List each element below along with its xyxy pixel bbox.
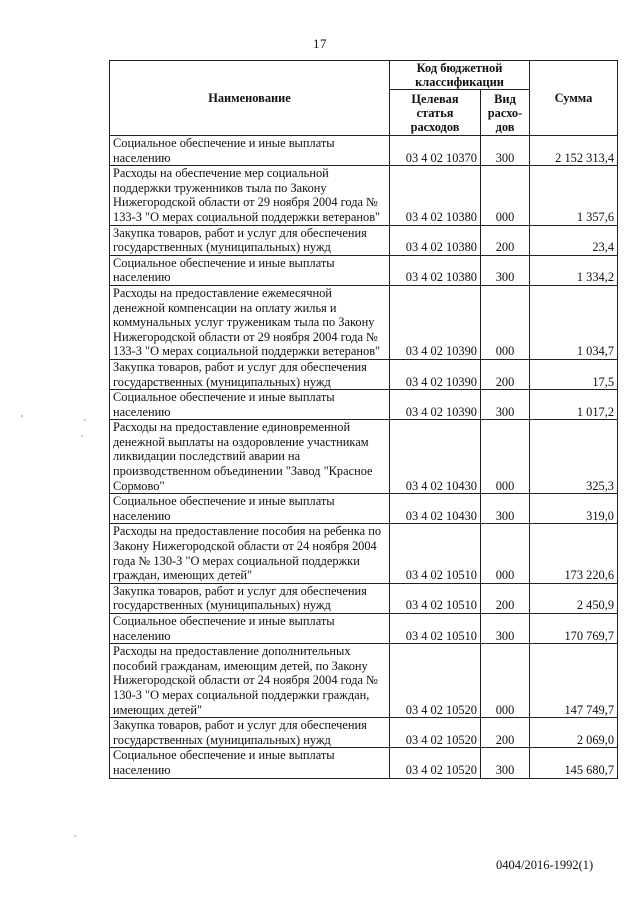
row-type: 200: [481, 583, 530, 613]
row-type: 300: [481, 390, 530, 420]
row-code: 03 4 02 10510: [390, 524, 481, 583]
row-amount: 1 017,2: [530, 390, 618, 420]
row-name: Социальное обеспечение и иные выплаты населению: [110, 390, 390, 420]
row-type: 300: [481, 494, 530, 524]
row-code: 03 4 02 10510: [390, 614, 481, 644]
row-code: 03 4 02 10390: [390, 359, 481, 389]
row-amount: 170 769,7: [530, 614, 618, 644]
row-name: Расходы на предоставление ежемесячной денежной компенсации на оплату жилья и коммунальных услуг труженикам тыла по Закону Нижегородской области от 29 ноября 2004 года № 133-З "О мерах социальной поддержки ветеранов": [110, 285, 390, 359]
row-type: 000: [481, 644, 530, 718]
header-name: Наименование: [110, 61, 390, 136]
row-amount: 2 450,9: [530, 583, 618, 613]
row-name: Социальное обеспечение и иные выплаты населению: [110, 614, 390, 644]
scan-dot: [21, 415, 23, 417]
row-amount: 1 357,6: [530, 166, 618, 225]
scan-dot: [81, 435, 82, 436]
row-code: 03 4 02 10390: [390, 390, 481, 420]
row-type: 200: [481, 225, 530, 255]
row-name: Расходы на обеспечение мер социальной поддержки труженников тыла по Закону Нижегородской области от 29 ноября 2004 года № 133-З "О мерах социальной поддержки ветеранов": [110, 166, 390, 225]
row-type: 000: [481, 524, 530, 583]
row-name: Закупка товаров, работ и услуг для обеспечения государственных (муниципальных) нужд: [110, 225, 390, 255]
row-code: 03 4 02 10510: [390, 583, 481, 613]
row-type: 300: [481, 748, 530, 778]
header-code-group: Код бюджетной классификации: [390, 61, 530, 90]
header-amount: Сумма: [530, 61, 618, 136]
row-amount: 2 069,0: [530, 718, 618, 748]
row-type: 000: [481, 420, 530, 494]
row-amount: 1 334,2: [530, 255, 618, 285]
row-name: Расходы на предоставление единовременной денежной выплаты на оздоровление участникам ликвидации последствий аварии на производственном объединении "Завод "Красное Сормово": [110, 420, 390, 494]
row-amount: 325,3: [530, 420, 618, 494]
row-name: Расходы на предоставление пособия на ребенка по Закону Нижегородской области от 24 ноября 2004 года № 130-З "О мерах социальной поддержки граждан, имеющих детей": [110, 524, 390, 583]
scan-dot: [74, 835, 75, 836]
row-name: Социальное обеспечение и иные выплаты населению: [110, 494, 390, 524]
row-type: 300: [481, 614, 530, 644]
row-code: 03 4 02 10380: [390, 225, 481, 255]
row-code: 03 4 02 10520: [390, 644, 481, 718]
row-type: 300: [481, 255, 530, 285]
row-type: 200: [481, 718, 530, 748]
row-name: Закупка товаров, работ и услуг для обеспечения государственных (муниципальных) нужд: [110, 359, 390, 389]
row-amount: 2 152 313,4: [530, 136, 618, 166]
row-amount: 319,0: [530, 494, 618, 524]
row-code: 03 4 02 10380: [390, 166, 481, 225]
row-code: 03 4 02 10520: [390, 718, 481, 748]
row-amount: 145 680,7: [530, 748, 618, 778]
row-code: 03 4 02 10430: [390, 420, 481, 494]
row-amount: 1 034,7: [530, 285, 618, 359]
row-amount: 173 220,6: [530, 524, 618, 583]
row-name: Социальное обеспечение и иные выплаты населению: [110, 136, 390, 166]
row-type: 000: [481, 166, 530, 225]
header-expense-type: Вид расхо-дов: [481, 90, 530, 136]
row-name: Расходы на предоставление дополнительных пособий гражданам, имеющим детей, по Закону Нижегородской области от 24 ноября 2004 года № 130-З "О мерах социальной поддержки граждан, имеющих детей": [110, 644, 390, 718]
header-target-article: Целевая статья расходов: [390, 90, 481, 136]
row-name: Закупка товаров, работ и услуг для обеспечения государственных (муниципальных) нужд: [110, 583, 390, 613]
row-name: Закупка товаров, работ и услуг для обеспечения государственных (муниципальных) нужд: [110, 718, 390, 748]
row-type: 300: [481, 136, 530, 166]
row-code: 03 4 02 10430: [390, 494, 481, 524]
row-name: Социальное обеспечение и иные выплаты населению: [110, 748, 390, 778]
row-type: 000: [481, 285, 530, 359]
row-amount: 23,4: [530, 225, 618, 255]
row-amount: 17,5: [530, 359, 618, 389]
row-code: 03 4 02 10370: [390, 136, 481, 166]
scan-dot: [616, 419, 618, 421]
scan-dot: [84, 419, 85, 420]
document-code: 0404/2016-1992(1): [496, 858, 594, 872]
row-amount: 147 749,7: [530, 644, 618, 718]
row-code: 03 4 02 10520: [390, 748, 481, 778]
page-number: 17: [313, 36, 327, 51]
row-type: 200: [481, 359, 530, 389]
row-code: 03 4 02 10380: [390, 255, 481, 285]
row-name: Социальное обеспечение и иные выплаты населению: [110, 255, 390, 285]
row-code: 03 4 02 10390: [390, 285, 481, 359]
